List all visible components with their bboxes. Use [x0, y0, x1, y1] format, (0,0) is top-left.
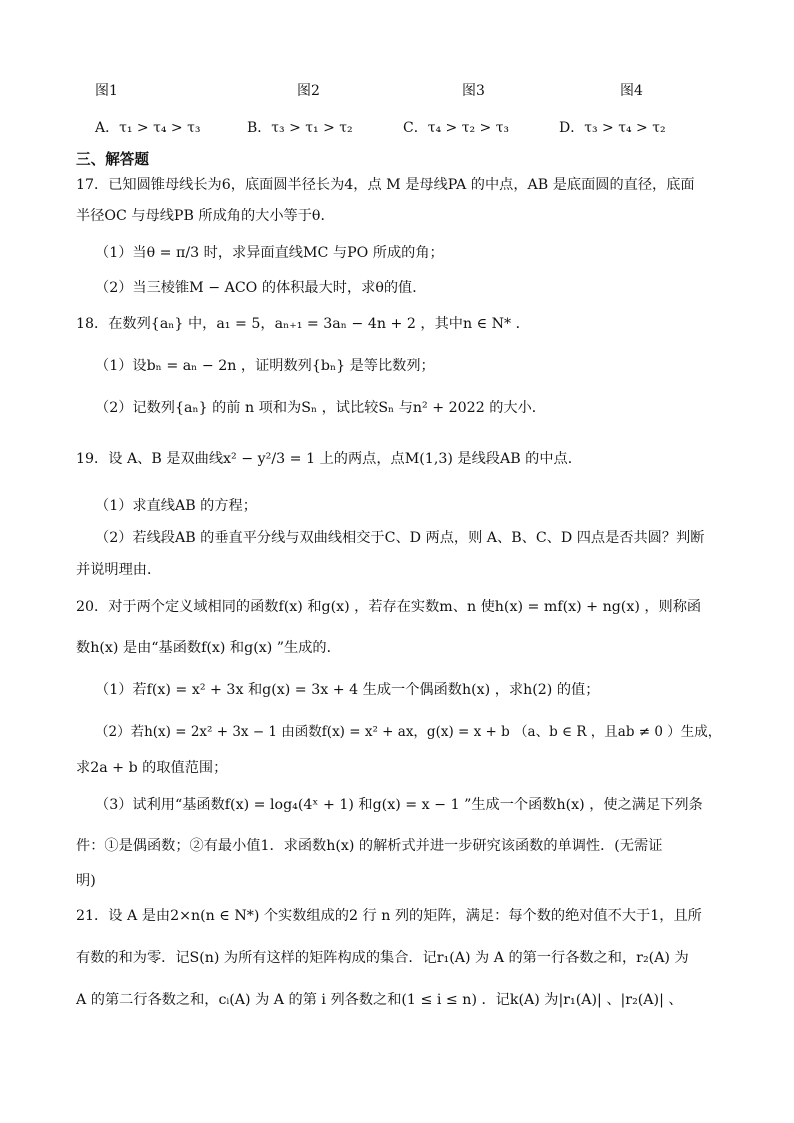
figure-caption-4: 图4	[620, 83, 643, 99]
q21-stem-line1: 21．设 A 是由2×n(n ∈ N*) 个实数组成的2 行 n 列的矩阵，满足：每个数的绝对值不大于1，且所	[76, 908, 702, 924]
q17-stem-line1: 17．已知圆锥母线长为6，底面圆半径长为4，点 M 是母线PA 的中点，AB 是底面圆的直径，底面	[76, 177, 695, 193]
q20-stem-line2: 数h(x) 是由“基函数f(x) 和g(x) ”生成的．	[76, 640, 341, 656]
q20-stem-line1: 20．对于两个定义域相同的函数f(x) 和g(x) ，若存在实数m、n 使h(x) = mf(x) + ng(x) ，则称函	[76, 599, 702, 615]
q19-part2-line1: （2）若线段AB 的垂直平分线与双曲线相交于C、D 两点，则 A、B、C、D 四点是否共圆？判断	[95, 530, 705, 546]
option-c: C．τ₄ > τ₂ > τ₃	[403, 120, 510, 136]
q20-part2-line1: （2）若h(x) = 2x² + 3x − 1 由函数f(x) = x² + ax，g(x) = x + b （a、b ∈ R ，且ab ≠ 0 ）生成，	[95, 724, 722, 740]
figure-caption-3: 图3	[462, 83, 485, 99]
q19-part2-line2: 并说明理由．	[76, 562, 162, 578]
q20-part3-line2: 件：①是偶函数；②有最小值1．求函数h(x) 的解析式并进一步研究该函数的单调性．(无需证	[76, 838, 663, 854]
option-b: B．τ₃ > τ₁ > τ₂	[247, 120, 353, 136]
q18-stem: 18．在数列{aₙ} 中，a₁ = 5，aₙ₊₁ = 3aₙ − 4n + 2 ，其中n ∈ N* ．	[76, 316, 530, 332]
q21-stem-line3: A 的第二行各数之和，cᵢ(A) 为 A 的第 i 列各数之和(1 ≤ i ≤ n) ．记k(A) 为|r₁(A)| 、|r₂(A)| 、	[76, 992, 683, 1008]
option-d: D．τ₃ > τ₄ > τ₂	[559, 120, 666, 136]
q17-part2: （2）当三棱锥M − ACO 的体积最大时，求θ的值．	[95, 280, 427, 296]
q20-part2-line2: 求2a + b 的取值范围；	[76, 760, 228, 776]
section-title: 三、解答题	[76, 151, 149, 168]
q19-part1: （1）求直线AB 的方程；	[95, 498, 257, 514]
q21-stem-line2: 有数的和为零．记S(n) 为所有这样的矩阵构成的集合．记r₁(A) 为 A 的第一行各数之和，r₂(A) 为	[76, 950, 689, 966]
q19-stem: 19．设 A、B 是双曲线x² − y²/3 = 1 上的两点，点M(1,3) 是线段AB 的中点．	[76, 451, 582, 467]
q17-stem-line2: 半径OC 与母线PB 所成角的大小等于θ．	[76, 208, 335, 224]
figure-caption-2: 图2	[297, 83, 320, 99]
q20-part1: （1）若f(x) = x² + 3x 和g(x) = 3x + 4 生成一个偶函数h(x) ，求h(2) 的值；	[95, 682, 600, 698]
q20-part3-line3: 明)	[76, 873, 96, 889]
q17-part1: （1）当θ = π/3 时，求异面直线MC 与PO 所成的角；	[95, 245, 444, 261]
option-a: A．τ₁ > τ₄ > τ₃	[95, 120, 201, 136]
q20-part3-line1: （3）试利用“基函数f(x) = log₄(4ˣ + 1) 和g(x) = x − 1 ”生成一个函数h(x) ，使之满足下列条	[95, 797, 703, 813]
q18-part1: （1）设bₙ = aₙ − 2n ，证明数列{bₙ} 是等比数列；	[95, 358, 435, 374]
figure-caption-1: 图1	[95, 83, 118, 99]
q18-part2: （2）记数列{aₙ} 的前 n 项和为Sₙ ，试比较Sₙ 与n² + 2022 的大小．	[95, 400, 546, 416]
